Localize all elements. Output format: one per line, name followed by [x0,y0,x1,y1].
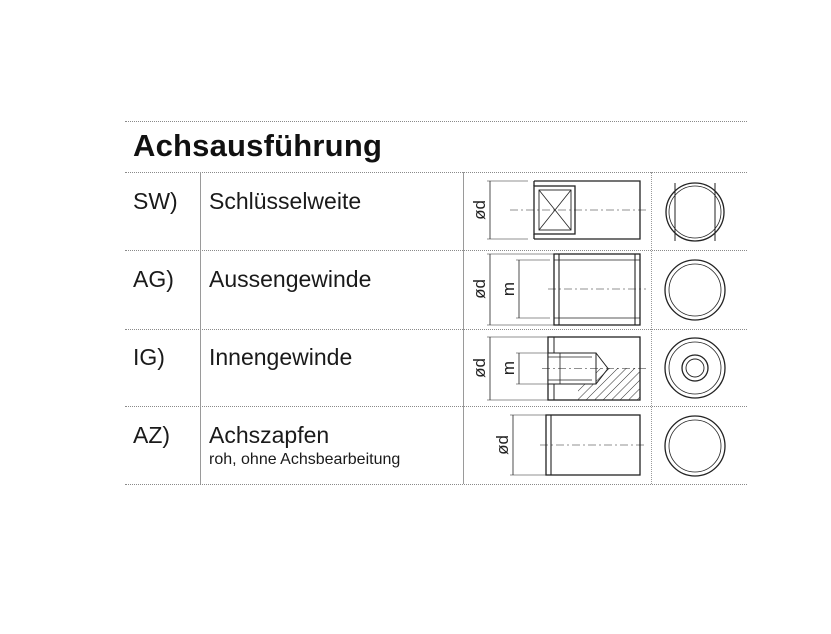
row-name: Innengewinde [209,344,353,370]
rule-row-2 [125,329,747,330]
row-name: Achszapfen [209,422,330,448]
dimension-label: ød [470,358,489,378]
shaft-internal-thread-side-view-icon [470,329,650,406]
shaft-internal-thread-end-view-icon [655,329,747,406]
dimension-label: ød [470,279,489,299]
shaft-plain-journal-side-view-icon [470,406,650,484]
column-divider-drawing [651,172,652,484]
rule-top [125,121,747,122]
dimension-label-thread: m [499,281,518,297]
rule-row-1 [125,250,747,251]
row-code: AZ) [133,422,171,448]
rule-header [125,172,747,173]
column-divider-name [463,172,464,484]
shaft-wrench-flat-end-view-icon [655,172,747,250]
row-name: Aussengewinde [209,266,372,292]
row-name: Schlüsselweite [209,188,362,214]
row-code: SW) [133,188,178,214]
shaft-wrench-flat-side-view-icon [470,172,650,250]
dimension-label: ød [470,200,489,220]
dimension-label: ød [493,435,512,455]
rule-bottom [125,484,747,485]
shaft-plain-journal-end-view-icon [655,406,747,484]
row-code: AG) [133,266,174,292]
section-title: Achsausführung [133,128,383,163]
shaft-external-thread-end-view-icon [655,250,747,329]
rule-row-3 [125,406,747,407]
shaft-external-thread-side-view-icon [470,250,650,329]
row-subtitle: roh, ohne Achsbearbeitung [209,451,401,468]
column-divider-code [200,172,201,484]
row-code: IG) [133,344,165,370]
dimension-label-thread: m [499,360,518,376]
